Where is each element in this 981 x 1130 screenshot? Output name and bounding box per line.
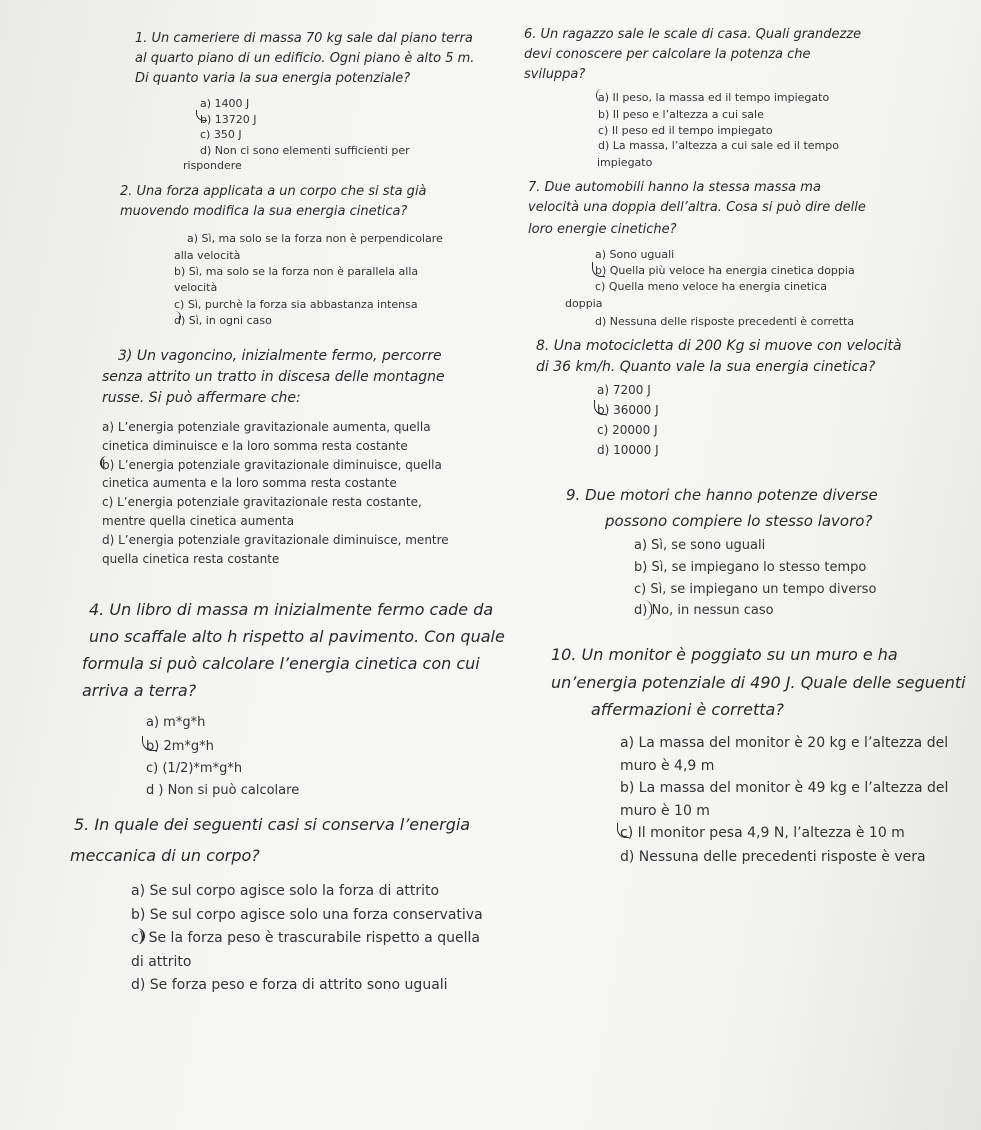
q10-option-b-line1: b) La massa del monitor è 49 kg e l’altezza del: [620, 780, 949, 796]
q6-text-line1: 6. Un ragazzo sale le scale di casa. Quali grandezze: [524, 27, 862, 42]
q5-answer-mark: [129, 928, 145, 944]
q3-text-line3: russe. Si può affermare che:: [102, 390, 301, 406]
q8-option-c: c) 20000 J: [597, 423, 658, 437]
q8-answer-mark: [594, 400, 606, 415]
q4-option-c: c) (1/2)*m*g*h: [146, 761, 243, 776]
q6-option-c: c) Il peso ed il tempo impiegato: [598, 124, 773, 137]
q8-text-line2: di 36 km/h. Quanto vale la sua energia cinetica?: [536, 359, 876, 375]
q4-text-line1: 4. Un libro di massa m inizialmente fermo cade da: [89, 600, 494, 619]
q5-option-c-line1: c) Se la forza peso è trascurabile rispetto a quella: [131, 930, 480, 946]
q3-option-a-line2: cinetica diminuisce e la loro somma resta costante: [102, 439, 408, 453]
q4-text-line2: uno scaffale alto h rispetto al pavimento. Con quale: [89, 627, 505, 646]
q2-option-d: d) Sì, in ogni caso: [174, 314, 272, 327]
q6-text-line3: sviluppa?: [524, 67, 586, 82]
q6-answer-mark: [596, 89, 606, 102]
q5-text-line1: 5. In quale dei seguenti casi si conserva l’energia: [74, 815, 471, 834]
q7-option-a: a) Sono uguali: [595, 248, 675, 261]
q1-option-b: b) 13720 J: [200, 113, 257, 126]
q3-text-line2: senza attrito un tratto in discesa delle montagne: [102, 369, 445, 385]
q3-option-c-line2: mentre quella cinetica aumenta: [102, 514, 295, 528]
q1-text-line2: al quarto piano di un edificio. Ogni piano è alto 5 m.: [135, 51, 475, 66]
q3-option-b-line2: cinetica aumenta e la loro somma resta costante: [102, 476, 397, 490]
q8-option-a: a) 7200 J: [597, 383, 651, 397]
q7-option-d: d) Nessuna delle risposte precedenti è corretta: [595, 315, 855, 328]
q2-text-line1: 2. Una forza applicata a un corpo che si sta già: [120, 184, 427, 199]
q10-text-line1: 10. Un monitor è poggiato su un muro e ha: [551, 645, 898, 664]
q2-option-a-line2: alla velocità: [174, 249, 241, 262]
q1-answer-mark: [196, 110, 207, 121]
q10-option-a-line1: a) La massa del monitor è 20 kg e l’altezza del: [620, 735, 949, 751]
q5-option-a: a) Se sul corpo agisce solo la forza di attrito: [131, 883, 440, 899]
q2-option-c: c) Sì, purchè la forza sia abbastanza intensa: [174, 298, 418, 311]
q8-option-d: d) 10000 J: [597, 443, 659, 457]
q6-option-d-line2: impiegato: [597, 156, 653, 169]
q4-option-d: d ) Non si può calcolare: [146, 783, 300, 798]
q10-text-line2: un’energia potenziale di 490 J. Quale delle seguenti: [551, 673, 966, 692]
q1-text-line3: Di quanto varia la sua energia potenziale?: [135, 71, 411, 86]
q1-option-a: a) 1400 J: [200, 97, 250, 110]
q7-text-line3: loro energie cinetiche?: [528, 222, 677, 237]
q10-option-a-line2: muro è 4,9 m: [620, 758, 715, 774]
q3-text-line1: 3) Un vagoncino, inizialmente fermo, percorre: [118, 348, 442, 364]
q6-text-line2: devi conoscere per calcolare la potenza che: [524, 47, 811, 62]
q7-answer-mark: [592, 262, 605, 277]
q10-answer-mark: [617, 823, 629, 838]
q1-option-d-line1: d) Non ci sono elementi sufficienti per: [200, 144, 410, 157]
q4-answer-mark: [142, 736, 157, 751]
q2-option-b-line2: velocità: [174, 281, 218, 294]
q8-text-line1: 8. Una motocicletta di 200 Kg si muove con velocità: [536, 338, 902, 354]
q1-text-line1: 1. Un cameriere di massa 70 kg sale dal piano terra: [135, 31, 473, 46]
q9-option-a: a) Sì, se sono uguali: [634, 538, 766, 553]
q7-option-c-line1: c) Quella meno veloce ha energia cinetica: [595, 280, 827, 293]
q6-option-a: a) Il peso, la massa ed il tempo impiegato: [598, 91, 830, 104]
q7-text-line1: 7. Due automobili hanno la stessa massa ma: [528, 180, 821, 195]
q3-option-b-line1: b) L’energia potenziale gravitazionale diminuisce, quella: [102, 458, 442, 472]
q10-option-c: c) Il monitor pesa 4,9 N, l’altezza è 10 m: [620, 825, 905, 841]
q7-text-line2: velocità una doppia dell’altra. Cosa si può dire delle: [528, 200, 866, 215]
q7-option-c-line2: doppia: [565, 297, 603, 310]
q5-text-line2: meccanica di un corpo?: [70, 846, 260, 865]
q2-option-b-line1: b) Sì, ma solo se la forza non è parallela alla: [174, 265, 419, 278]
q3-option-c-line1: c) L’energia potenziale gravitazionale resta costante,: [102, 495, 422, 509]
q4-option-a: a) m*g*h: [146, 715, 206, 730]
q9-option-c: c) Sì, se impiegano un tempo diverso: [634, 582, 877, 597]
q3-option-d-line2: quella cinetica resta costante: [102, 552, 280, 566]
q1-option-c: c) 350 J: [200, 128, 242, 141]
q3-answer-mark: [100, 456, 112, 470]
q9-option-b: b) Sì, se impiegano lo stesso tempo: [634, 560, 867, 575]
q8-option-b: b) 36000 J: [597, 403, 659, 417]
q4-text-line3: formula si può calcolare l’energia cinetica con cui: [82, 654, 480, 673]
q3-option-d-line1: d) L’energia potenziale gravitazionale diminuisce, mentre: [102, 533, 449, 547]
q3-option-a-line1: a) L’energia potenziale gravitazionale aumenta, quella: [102, 420, 431, 434]
q10-text-line3: affermazioni è corretta?: [591, 700, 784, 719]
q5-option-b: b) Se sul corpo agisce solo una forza conservativa: [131, 907, 483, 923]
q5-option-c-line2: di attrito: [131, 954, 192, 970]
q7-option-b: b) Quella più veloce ha energia cinetica doppia: [595, 264, 855, 277]
q2-text-line2: muovendo modifica la sua energia cinetica?: [120, 204, 408, 219]
q2-option-a-line1: a) Sì, ma solo se la forza non è perpendicolare: [187, 232, 443, 245]
q4-text-line4: arriva a terra?: [82, 681, 197, 700]
q6-option-d-line1: d) La massa, l’altezza a cui sale ed il tempo: [598, 139, 839, 152]
q9-text-line1: 9. Due motori che hanno potenze diverse: [566, 486, 878, 504]
q9-text-line2: possono compiere lo stesso lavoro?: [605, 512, 873, 530]
q9-option-d: d) No, in nessun caso: [634, 603, 774, 618]
q10-option-d: d) Nessuna delle precedenti risposte è vera: [620, 849, 926, 865]
q1-option-d-line2: rispondere: [183, 159, 242, 172]
q4-option-b: b) 2m*g*h: [146, 739, 214, 754]
q5-option-d: d) Se forza peso e forza di attrito sono uguali: [131, 977, 448, 993]
q6-option-b: b) Il peso e l’altezza a cui sale: [598, 108, 764, 121]
q10-option-b-line2: muro è 10 m: [620, 803, 710, 819]
